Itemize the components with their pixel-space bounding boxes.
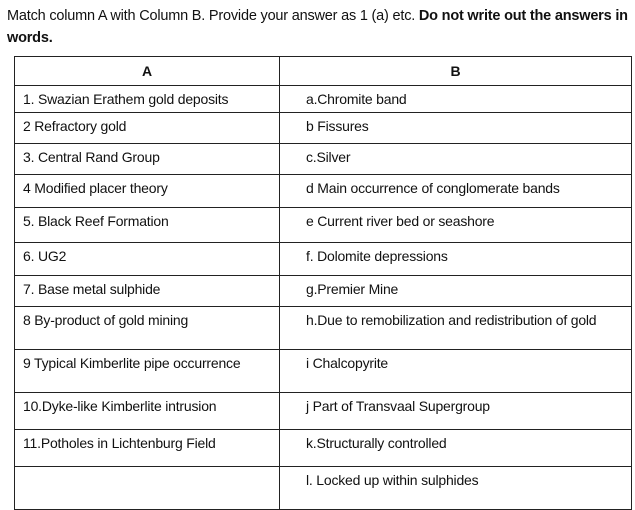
column-b-cell: b Fissures: [306, 118, 369, 134]
column-a-cell: 4 Modified placer theory: [23, 180, 168, 196]
table-row: [15, 307, 632, 350]
table-row: [15, 350, 632, 393]
column-a-cell: [15, 467, 279, 470]
table-row: [15, 144, 632, 175]
column-b-cell: k.Structurally controlled: [306, 435, 447, 451]
column-a-header: A: [15, 57, 280, 86]
column-a-cell: 2 Refractory gold: [23, 118, 127, 134]
column-b-cell: g.Premier Mine: [306, 281, 399, 297]
column-b-cell: c.Silver: [306, 149, 351, 165]
column-b-cell: j Part of Transvaal Supergroup: [306, 398, 490, 414]
column-a-cell: 11.Potholes in Lichtenburg Field: [23, 435, 216, 451]
column-a-cell: 5. Black Reef Formation: [23, 213, 169, 229]
column-a-cell: 10.Dyke-like Kimberlite intrusion: [23, 398, 217, 414]
table-row: [15, 276, 632, 307]
column-a-cell: 3. Central Rand Group: [23, 149, 160, 165]
column-b-header: B: [280, 57, 632, 86]
column-b-cell: i Chalcopyrite: [306, 355, 389, 371]
header-row: [15, 57, 632, 86]
table-row: [15, 175, 632, 208]
table-row: [15, 208, 632, 243]
table-row: [15, 243, 632, 276]
column-b-cell: l. Locked up within sulphides: [306, 472, 479, 488]
column-b-cell: a.Chromite band: [306, 91, 407, 107]
table-row: [15, 113, 632, 144]
column-a-cell: 6. UG2: [23, 248, 67, 264]
instruction-normal: Match column A with Column B. Provide your answer as 1 (a) etc.: [7, 8, 419, 24]
column-b-cell: e Current river bed or seashore: [306, 213, 495, 229]
table-row: [15, 467, 632, 510]
matching-table: [14, 56, 632, 510]
column-a-cell: 8 By-product of gold mining: [23, 312, 189, 328]
table-row: [15, 430, 632, 467]
column-a-cell: 7. Base metal sulphide: [23, 281, 161, 297]
instruction-bold: Do not write out the answers in words.: [7, 8, 628, 46]
column-b-cell: h.Due to remobilization and redistribution of gold: [306, 312, 597, 328]
column-b-cell: d Main occurrence of conglomerate bands: [306, 180, 560, 196]
column-b-cell: f. Dolomite depressions: [306, 248, 448, 264]
column-a-cell: 9 Typical Kimberlite pipe occurrence: [23, 355, 241, 371]
table-row: [15, 86, 632, 113]
instruction-text: [7, 5, 629, 49]
column-a-cell: 1. Swazian Erathem gold deposits: [23, 91, 229, 107]
table-row: [15, 393, 632, 430]
